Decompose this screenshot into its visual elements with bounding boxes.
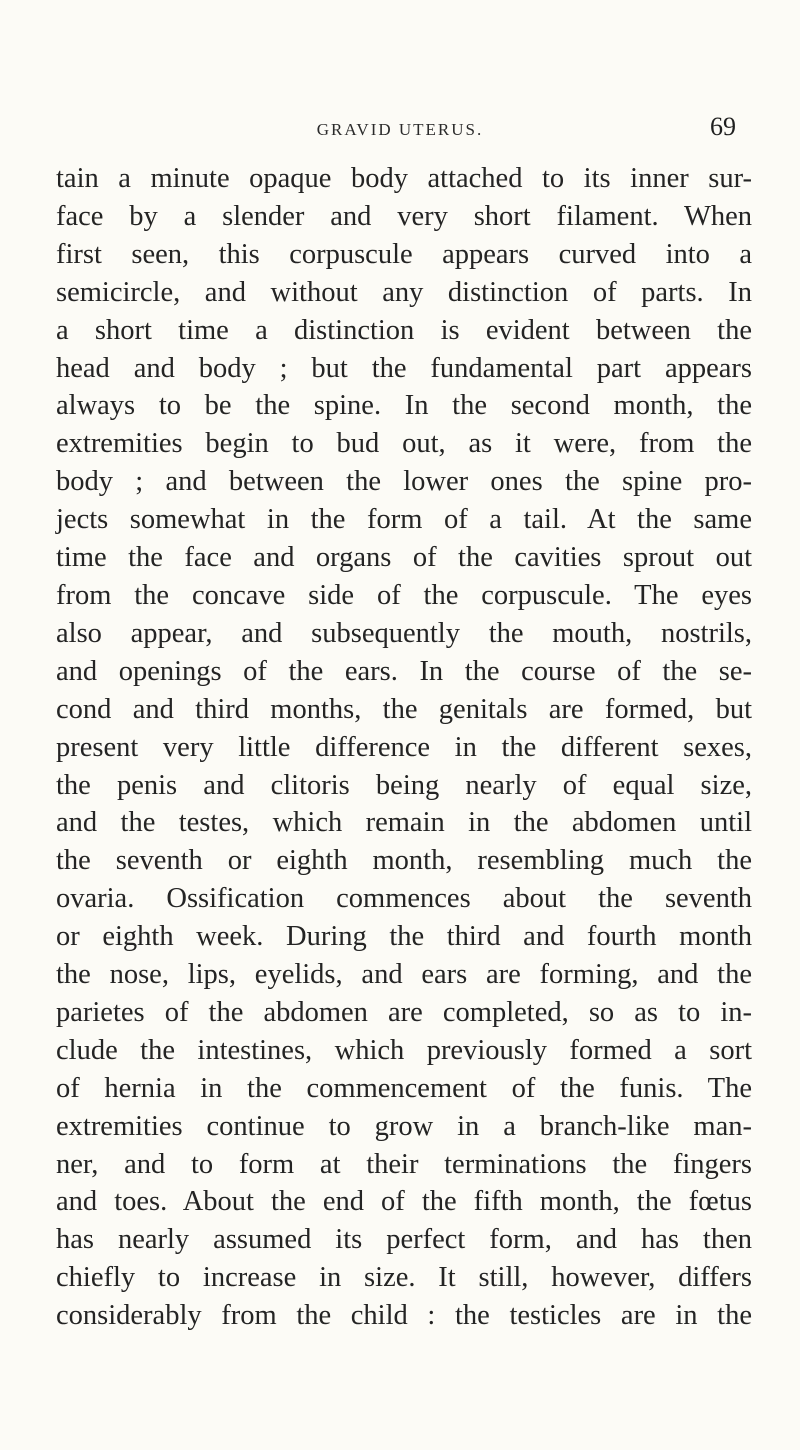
text-line: always to be the spine. In the second month, the — [56, 390, 752, 422]
text-line: the penis and clitoris being nearly of equal size, — [56, 769, 752, 801]
page-header — [0, 112, 800, 152]
text-line: the nose, lips, eyelids, and ears are forming, and the — [56, 959, 752, 991]
text-line: and openings of the ears. In the course of the se- — [56, 655, 752, 687]
text-line: or eighth week. During the third and fourth month — [56, 921, 752, 953]
text-line: a short time a distinction is evident between the — [56, 314, 752, 346]
text-line: parietes of the abdomen are completed, so as to in- — [56, 996, 752, 1028]
text-line: has nearly assumed its perfect form, and has then — [56, 1224, 752, 1256]
text-line: semicircle, and without any distinction of parts. In — [56, 276, 752, 308]
text-line: and toes. About the end of the fifth month, the fœtus — [56, 1186, 752, 1218]
text-line: also appear, and subsequently the mouth, nostrils, — [56, 617, 752, 649]
text-line: the seventh or eighth month, resembling much the — [56, 845, 752, 877]
text-line: time the face and organs of the cavities sprout out — [56, 542, 752, 574]
text-line: clude the intestines, which previously formed a sort — [56, 1034, 752, 1066]
text-line: of hernia in the commencement of the funis. The — [56, 1072, 752, 1104]
body-paragraph — [56, 160, 752, 1335]
text-line: ovaria. Ossification commences about the seventh — [56, 883, 752, 915]
text-line: head and body ; but the fundamental part appears — [56, 352, 752, 384]
text-line: face by a slender and very short filament. When — [56, 200, 752, 232]
text-line: cond and third months, the genitals are formed, but — [56, 693, 752, 725]
text-line: body ; and between the lower ones the spine pro- — [56, 466, 752, 498]
text-line: jects somewhat in the form of a tail. At the same — [56, 504, 752, 536]
text-line: ner, and to form at their terminations the fingers — [56, 1148, 752, 1180]
text-line: extremities begin to bud out, as it were, from the — [56, 428, 752, 460]
text-line: from the concave side of the corpuscule. The eyes — [56, 579, 752, 611]
text-line: tain a minute opaque body attached to its inner sur- — [56, 163, 752, 194]
page-number: 69 — [710, 112, 736, 141]
text-line: chiefly to increase in size. It still, however, differs — [56, 1262, 752, 1294]
text-line: first seen, this corpuscule appears curved into a — [56, 238, 752, 270]
running-title: GRAVID UTERUS. — [316, 120, 484, 139]
text-line: present very little difference in the different sexes, — [56, 731, 752, 763]
text-line: considerably from the child : the testicles are in the — [56, 1300, 752, 1332]
text-line: and the testes, which remain in the abdomen until — [56, 807, 752, 839]
text-line: extremities continue to grow in a branch-like man- — [56, 1110, 752, 1142]
